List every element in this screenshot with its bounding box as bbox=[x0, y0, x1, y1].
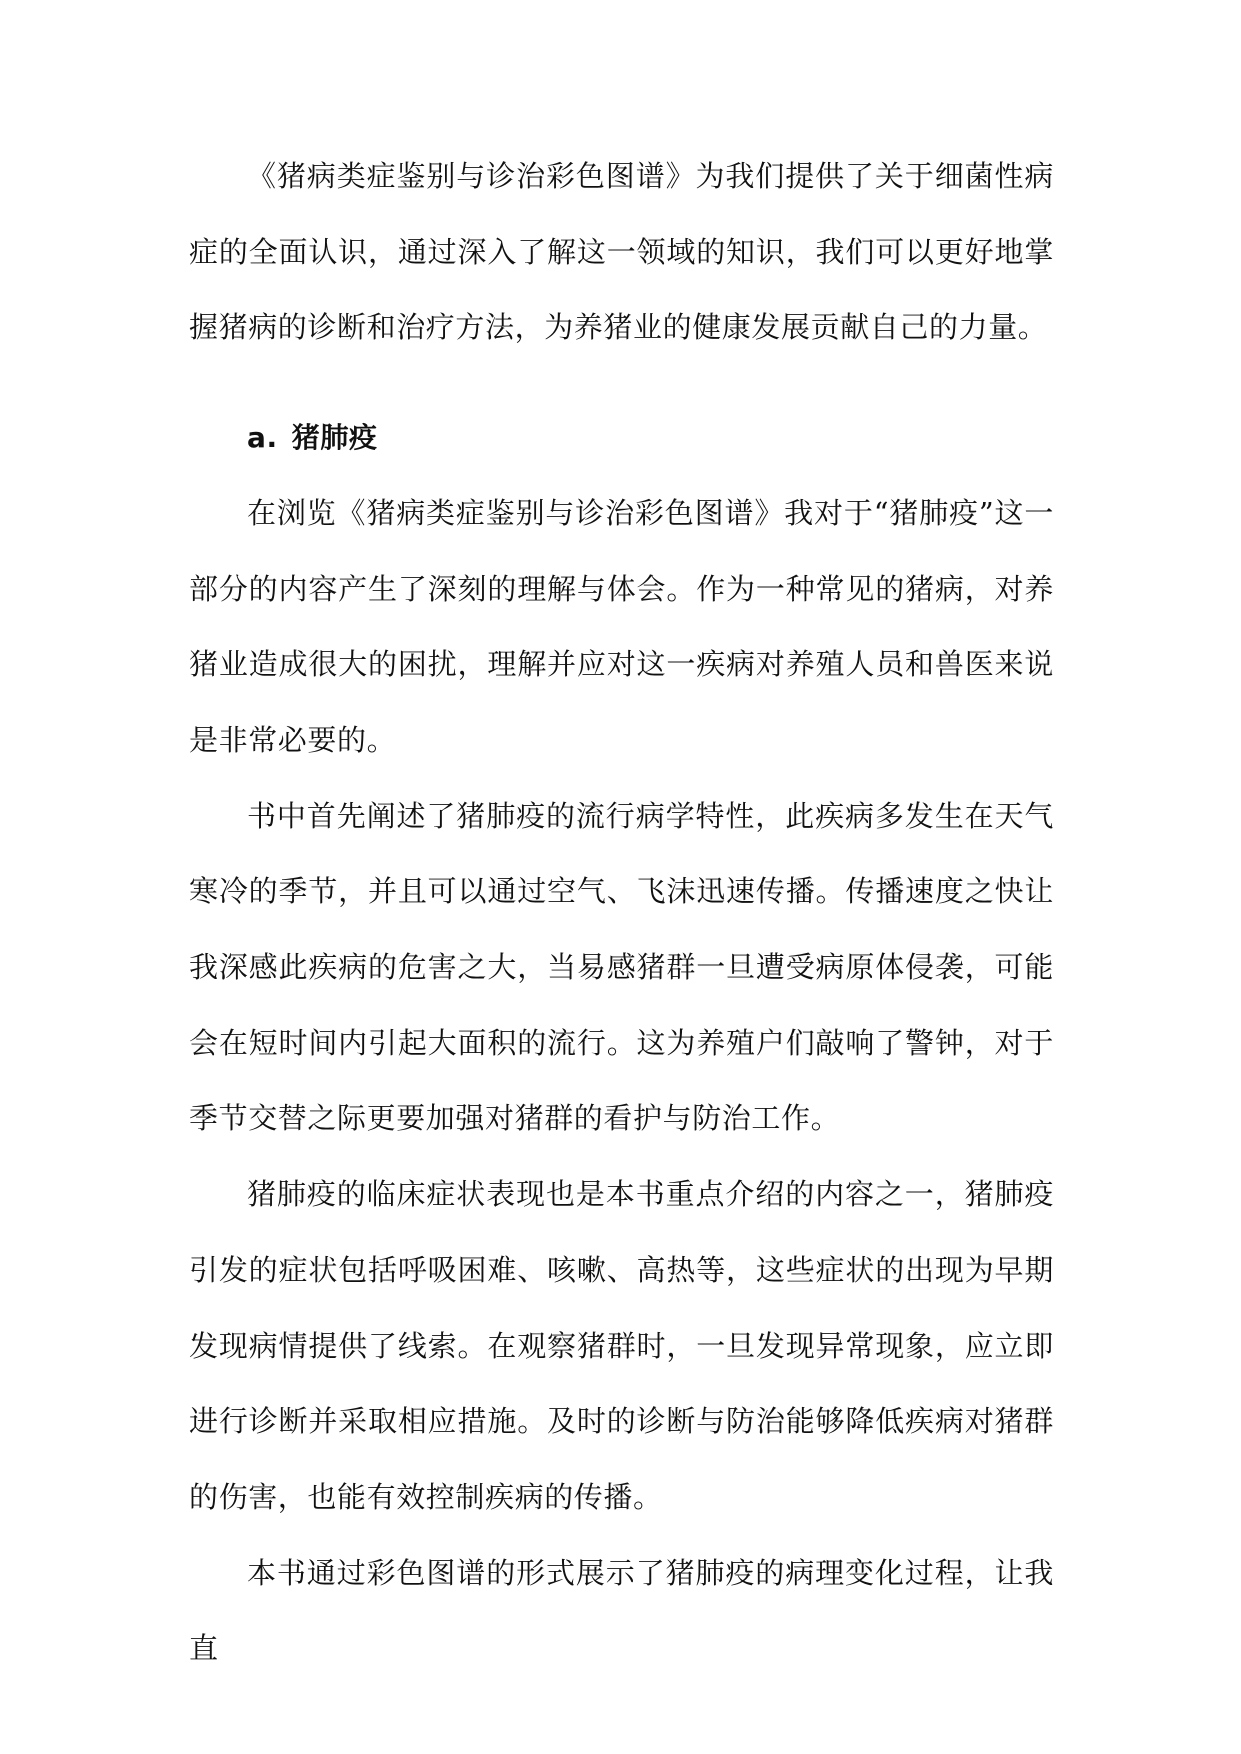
body-paragraph-4: 本书通过彩色图谱的形式展示了猪肺疫的病理变化过程，让我直 bbox=[189, 1555, 1054, 1666]
intro-paragraph: 《猪病类症鉴别与诊治彩色图谱》为我们提供了关于细菌性病症的全面认识，通过深入了解这一领域的知识，我们可以更好地掌握猪病的诊断和治疗方法，为养猪业的健康发展贡献自己的力量。 bbox=[189, 159, 1054, 345]
body-paragraph-2: 书中首先阐述了猪肺疫的流行病学特性，此疾病多发生在天气寒冷的季节，并且可以通过空气、飞沫迅速传播。传播速度之快让我深感此疾病的危害之大，当易感猪群一旦遭受病原体侵袭，可能会在短时间内引起大面积的流行。这为养殖户们敲响了警钟，对于季节交替之际更要加强对猪群的看护与防治工作。 bbox=[189, 798, 1054, 1136]
section-heading bbox=[189, 400, 1054, 476]
body-paragraph-1: 在浏览《猪病类症鉴别与诊治彩色图谱》我对于“猪肺疫”这一部分的内容产生了深刻的理解与体会。作为一种常见的猪病，对养猪业造成很大的困扰，理解并应对这一疾病对养殖人员和兽医来说是非常必要的。 bbox=[189, 495, 1054, 757]
section-number: a. bbox=[247, 421, 278, 455]
section-title: 猪肺疫 bbox=[291, 421, 378, 455]
body-paragraph-3: 猪肺疫的临床症状表现也是本书重点介绍的内容之一，猪肺疫引发的症状包括呼吸困难、咳嗽、高热等，这些症状的出现为早期发现病情提供了线索。在观察猪群时，一旦发现异常现象，应立即进行诊断并采取相应措施。及时的诊断与防治能够降低疾病对猪群的伤害，也能有效控制疾病的传播。 bbox=[189, 1177, 1054, 1514]
document-body bbox=[189, 139, 1054, 1687]
